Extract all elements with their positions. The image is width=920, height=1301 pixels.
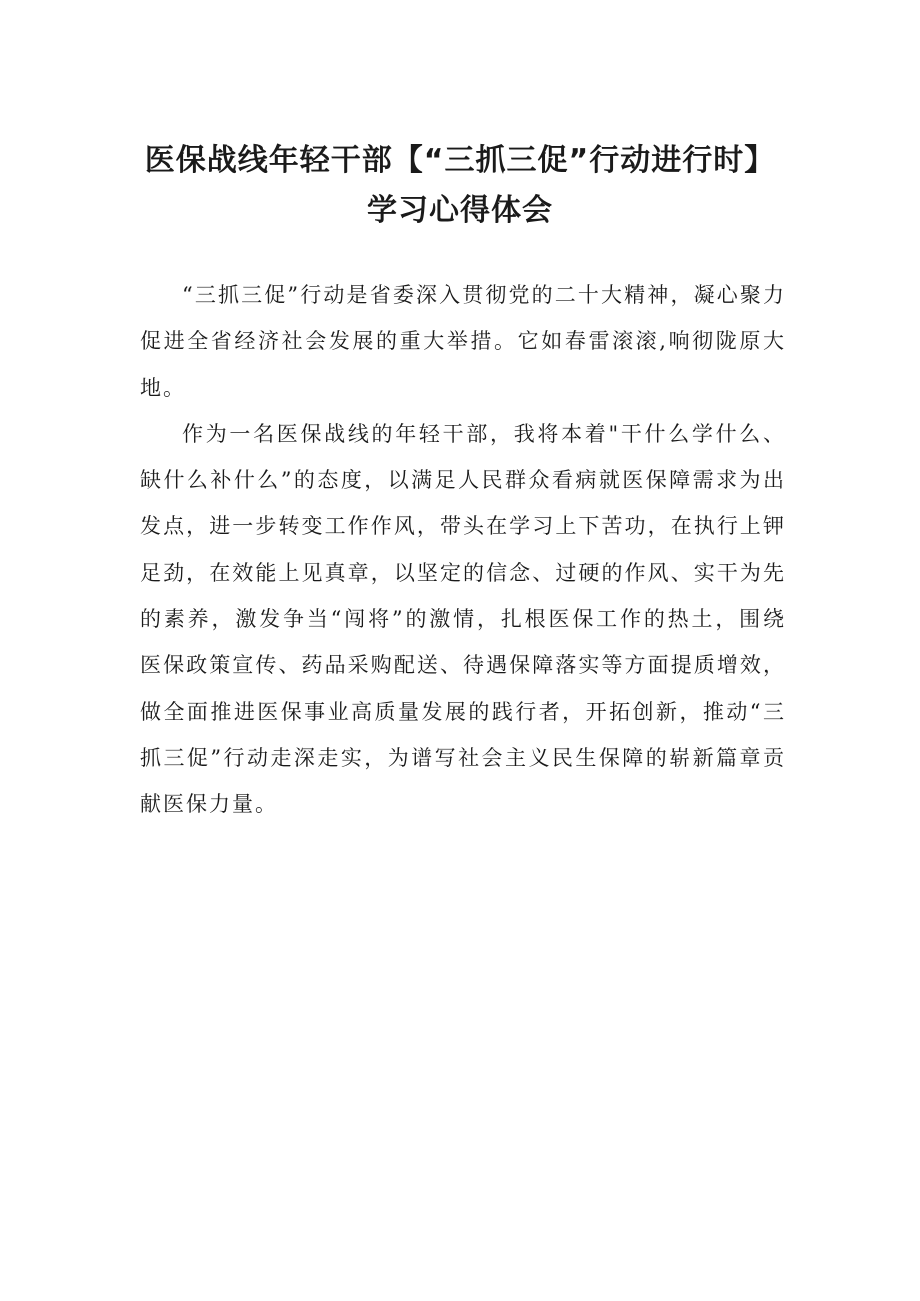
paragraph-1: “三抓三促”行动是省委深入贯彻党的二十大精神，凝心聚力促进全省经济社会发展的重大举措。它如春雷滚滚,响彻陇原大地。 bbox=[140, 283, 786, 400]
document-body bbox=[140, 272, 786, 828]
title-line-1: 医保战线年轻干部【“三抓三促”行动进行时】 bbox=[144, 143, 776, 178]
document-title bbox=[120, 136, 800, 236]
title-line-2: 学习心得体会 bbox=[367, 193, 553, 228]
paragraph-2: 作为一名医保战线的年轻干部，我将本着"干什么学什么、缺什么补什么”的态度，以满足人民群众看病就医保障需求为出发点，进一步转变工作作风，带头在学习上下苦功，在执行上钾足劲，在效能上见真章，以坚定的信念、过硬的作风、实干为先的素养，激发争当“闯将”的激情，扎根医保工作的热土，围绕医保政策宣传、药品采购配送、待遇保障落实等方面提质增效，做全面推进医保事业高质量发展的践行者，开拓创新，推动“三抓三促”行动走深走实，为谱写社会主义民生保障的崭新篇章贡献医保力量。 bbox=[140, 421, 786, 817]
